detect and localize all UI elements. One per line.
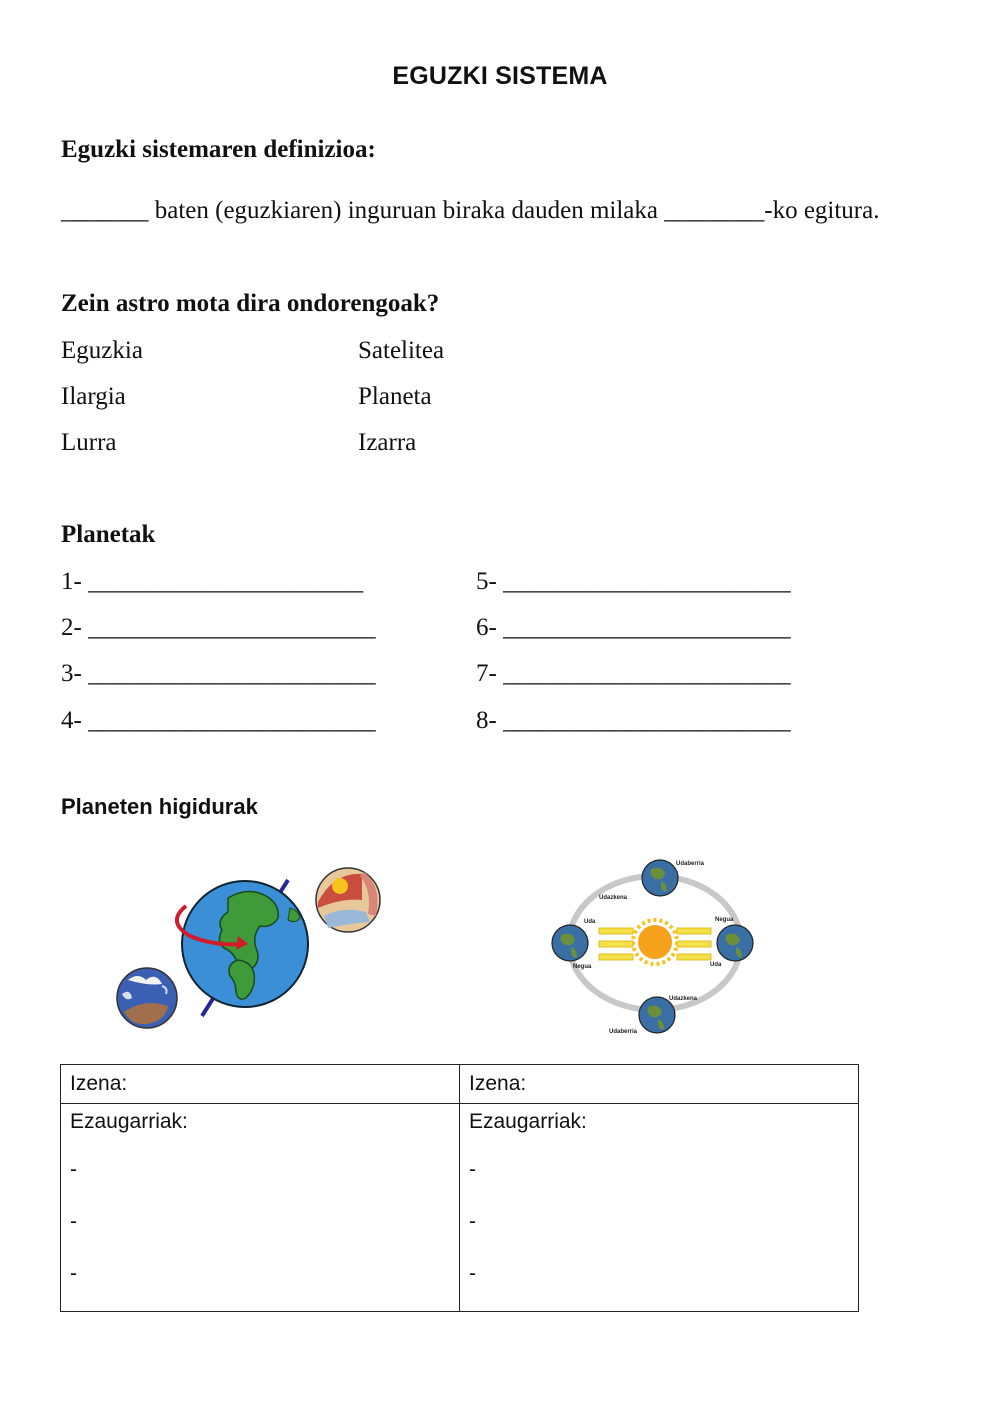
season-label: Udaberria [676, 861, 705, 867]
name-cell-right[interactable] [460, 1065, 859, 1104]
planet-blank[interactable]: 1- ______________________ [61, 568, 364, 595]
season-label: Udazkena [599, 895, 628, 901]
name-cell-left[interactable] [61, 1065, 460, 1104]
feature-bullet: - [70, 1158, 77, 1181]
planet-blank[interactable]: 7- _______________________ [476, 660, 791, 687]
answer-table [60, 1064, 859, 1312]
planet-blank[interactable]: 8- _______________________ [476, 707, 791, 734]
astro-type-option: Izarra [358, 429, 417, 456]
movements-heading: Planeten higidurak [61, 794, 258, 819]
planet-blank[interactable]: 4- _______________________ [61, 707, 376, 734]
feature-bullet: - [70, 1210, 77, 1233]
season-label: Udazkena [669, 996, 698, 1002]
season-label: Negua [715, 917, 734, 923]
definition-heading: Eguzki sistemaren definizioa: [61, 136, 376, 163]
earth-position-top [642, 860, 678, 896]
earth-revolution-illustration [545, 853, 765, 1043]
planet-blank[interactable]: 3- _______________________ [61, 660, 376, 687]
earth-position-bottom [639, 997, 675, 1033]
astro-types-heading: Zein astro mota dira ondorengoak? [61, 290, 440, 317]
sun-icon [633, 920, 677, 964]
astro-type-option: Satelitea [358, 337, 445, 364]
feature-bullet: - [469, 1210, 476, 1233]
definition-sentence[interactable]: _______ baten (eguzkiaren) inguruan biraka dauden milaka ________-ko egitura. [61, 197, 880, 224]
earth-position-left [552, 925, 588, 961]
table-row [61, 1104, 859, 1312]
astro-item: Eguzkia [61, 337, 143, 364]
season-label: Udaberria [609, 1029, 638, 1035]
table-row [61, 1065, 859, 1104]
page-title: EGUZKI SISTEMA [392, 62, 608, 90]
earth-position-right [717, 925, 753, 961]
planet-blank[interactable]: 6- _______________________ [476, 614, 791, 641]
planet-blank[interactable]: 5- _______________________ [476, 568, 791, 595]
features-label: Ezaugarriak: [70, 1110, 188, 1133]
features-cell-left[interactable] [61, 1104, 460, 1312]
planet-blank[interactable]: 2- _______________________ [61, 614, 376, 641]
feature-bullet: - [469, 1262, 476, 1285]
season-label: Uda [584, 919, 596, 925]
earth-rotation-illustration [110, 862, 390, 1037]
name-label: Izena: [70, 1072, 128, 1095]
features-label: Ezaugarriak: [469, 1110, 587, 1133]
astro-item: Lurra [61, 429, 117, 456]
name-label: Izena: [469, 1072, 527, 1095]
planets-heading: Planetak [61, 521, 156, 548]
season-label: Uda [710, 962, 722, 968]
feature-bullet: - [469, 1158, 476, 1181]
astro-type-option: Planeta [358, 383, 432, 410]
feature-bullet: - [70, 1262, 77, 1285]
astro-item: Ilargia [61, 383, 126, 410]
sun-icon [332, 878, 348, 894]
features-cell-right[interactable] [460, 1104, 859, 1312]
season-label: Negua [573, 964, 592, 970]
